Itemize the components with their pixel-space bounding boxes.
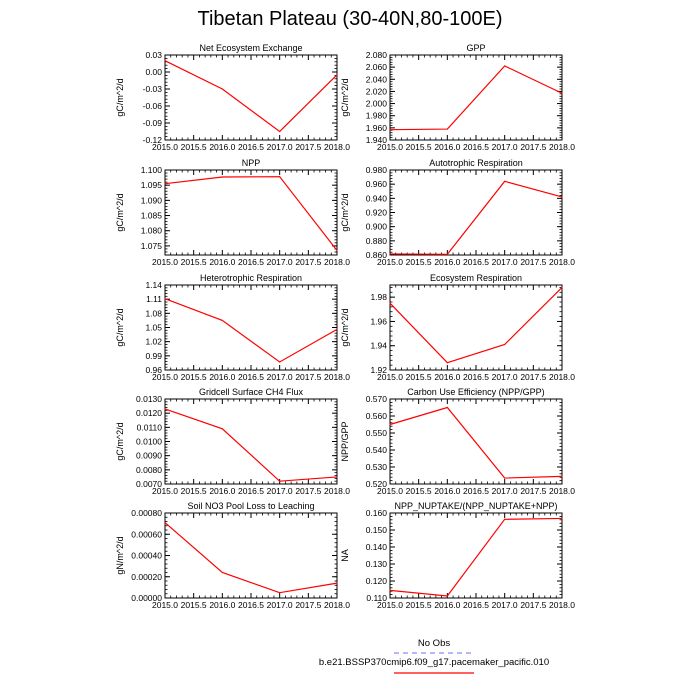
data-point bbox=[279, 592, 280, 593]
y-tick-label: 0.110 bbox=[366, 593, 387, 603]
y-tick-label: 0.00000 bbox=[131, 593, 162, 603]
y-tick-label: 1.08 bbox=[145, 308, 162, 319]
x-tick-label: 2016.0 bbox=[434, 486, 461, 496]
data-point bbox=[222, 572, 223, 573]
x-tick-label: 2016.5 bbox=[463, 257, 489, 267]
legend-label-no-obs: No Obs bbox=[417, 638, 451, 649]
y-tick-label: 0.860 bbox=[365, 250, 387, 260]
y-tick-label: -0.12 bbox=[142, 135, 162, 145]
panel-title: Heterotrophic Respiration bbox=[199, 273, 303, 283]
x-tick-label: 2017.5 bbox=[295, 486, 322, 496]
x-tick-label: 2018.0 bbox=[324, 600, 350, 610]
y-axis-label: gC/m^2/d bbox=[115, 193, 125, 232]
x-tick-label: 2015.0 bbox=[152, 600, 178, 610]
y-tick-label: 0.560 bbox=[365, 411, 387, 421]
x-tick-label: 2018.0 bbox=[549, 257, 575, 267]
plot-frame bbox=[165, 170, 337, 255]
x-tick-label: 2015.5 bbox=[405, 372, 432, 382]
series-line bbox=[390, 287, 562, 362]
plot-frame bbox=[390, 513, 562, 598]
y-tick-label: 1.100 bbox=[140, 165, 162, 175]
y-axis-label: gC/m^2/d bbox=[340, 78, 350, 117]
y-tick-label: 0.960 bbox=[365, 179, 387, 190]
x-tick-label: 2017.0 bbox=[491, 142, 518, 152]
panel-title: NPP_NUPTAKE/(NPP_NUPTAKE+NPP) bbox=[394, 501, 558, 511]
y-tick-label: 0.0120 bbox=[136, 408, 162, 419]
series-line bbox=[390, 408, 562, 479]
chart-panel-2 bbox=[340, 43, 575, 152]
plot-frame bbox=[165, 399, 337, 484]
x-tick-label: 2015.5 bbox=[405, 486, 432, 496]
x-tick-label: 2016.0 bbox=[434, 372, 461, 382]
data-point bbox=[447, 128, 448, 129]
y-tick-label: 0.530 bbox=[365, 462, 387, 472]
y-tick-label: 0.120 bbox=[365, 576, 387, 586]
y-tick-label: 0.0100 bbox=[136, 436, 162, 447]
data-point bbox=[222, 88, 223, 89]
x-tick-label: 2017.5 bbox=[520, 142, 547, 152]
x-tick-label: 2015.0 bbox=[377, 257, 403, 267]
y-tick-label: 2.020 bbox=[365, 86, 387, 97]
plot-frame bbox=[165, 285, 337, 370]
data-point bbox=[561, 287, 562, 288]
x-tick-label: 2017.5 bbox=[520, 372, 547, 382]
data-point bbox=[389, 129, 390, 130]
y-tick-label: 1.96 bbox=[370, 316, 387, 327]
panel-title: Soil NO3 Pool Loss to Leaching bbox=[187, 501, 315, 511]
chart-panel-8 bbox=[340, 387, 575, 496]
y-axis-label: NPP/GPP bbox=[340, 421, 350, 462]
data-point bbox=[336, 583, 337, 584]
panel-title: GPP bbox=[466, 43, 486, 53]
y-tick-label: 2.080 bbox=[365, 50, 387, 60]
y-axis-label: gC/m^2/d bbox=[115, 422, 125, 461]
x-tick-label: 2017.5 bbox=[295, 600, 322, 610]
y-tick-label: 1.090 bbox=[140, 195, 162, 206]
y-tick-label: 0.00040 bbox=[131, 550, 162, 561]
x-tick-label: 2017.5 bbox=[520, 257, 547, 267]
series-line bbox=[390, 518, 562, 596]
x-tick-label: 2016.5 bbox=[238, 257, 264, 267]
x-tick-label: 2018.0 bbox=[324, 372, 350, 382]
y-tick-label: 1.980 bbox=[365, 110, 387, 121]
panel-title: Gridcell Surface CH4 Flux bbox=[198, 387, 304, 397]
data-point bbox=[447, 595, 448, 596]
y-tick-label: -0.06 bbox=[142, 101, 162, 111]
y-tick-label: 2.000 bbox=[365, 98, 387, 109]
y-axis-label: gC/m^2/d bbox=[340, 308, 350, 347]
panel-title: Autotrophic Respiration bbox=[429, 158, 523, 168]
x-tick-label: 2018.0 bbox=[549, 372, 575, 382]
x-tick-label: 2017.0 bbox=[266, 372, 293, 382]
y-axis-label: gC/m^2/d bbox=[115, 78, 125, 117]
chart-panel-5 bbox=[115, 273, 350, 382]
data-point bbox=[389, 303, 390, 304]
y-tick-label: 0.130 bbox=[365, 559, 387, 569]
x-tick-label: 2015.5 bbox=[180, 142, 207, 152]
x-tick-label: 2017.0 bbox=[266, 486, 293, 496]
y-axis-label: gN/m^2/d bbox=[115, 536, 125, 575]
y-tick-label: 1.11 bbox=[146, 294, 162, 305]
x-tick-label: 2015.0 bbox=[152, 486, 178, 496]
x-tick-label: 2016.0 bbox=[434, 142, 461, 152]
x-tick-label: 2015.5 bbox=[405, 142, 432, 152]
chart-panel-9 bbox=[115, 501, 350, 610]
y-tick-label: 1.075 bbox=[140, 240, 162, 251]
panel-title: Ecosystem Respiration bbox=[429, 273, 523, 283]
y-tick-label: 0.150 bbox=[365, 525, 387, 535]
x-tick-label: 2018.0 bbox=[324, 486, 350, 496]
chart-panel-10 bbox=[340, 501, 575, 610]
y-axis-label: gC/m^2/d bbox=[115, 308, 125, 347]
data-point bbox=[336, 250, 337, 251]
panel-title: NPP bbox=[241, 158, 261, 168]
x-tick-label: 2015.5 bbox=[180, 372, 207, 382]
data-point bbox=[336, 476, 337, 477]
legend-label-run: b.e21.BSSP370cmip6.f09_g17.pacemaker_pacific.010 bbox=[318, 657, 550, 668]
y-tick-label: 0.520 bbox=[365, 479, 387, 489]
data-point bbox=[389, 424, 390, 425]
y-tick-label: 0.900 bbox=[365, 221, 387, 232]
plot-frame bbox=[390, 285, 562, 370]
x-tick-label: 2017.5 bbox=[295, 142, 322, 152]
x-tick-label: 2018.0 bbox=[324, 142, 350, 152]
x-tick-label: 2015.5 bbox=[180, 600, 207, 610]
x-tick-label: 2015.0 bbox=[377, 600, 403, 610]
x-tick-label: 2015.0 bbox=[377, 142, 403, 152]
data-point bbox=[222, 176, 223, 177]
y-axis-label: NA bbox=[340, 549, 350, 562]
y-tick-label: 1.02 bbox=[145, 336, 162, 347]
y-tick-label: -0.03 bbox=[142, 84, 162, 94]
panel-title: Net Ecosystem Exchange bbox=[199, 43, 303, 53]
y-tick-label: 1.94 bbox=[370, 340, 387, 351]
series-line bbox=[390, 181, 562, 254]
data-point bbox=[389, 590, 390, 591]
plot-frame bbox=[390, 170, 562, 255]
data-point bbox=[164, 183, 165, 184]
y-tick-label: 1.05 bbox=[145, 322, 162, 333]
data-point bbox=[447, 407, 448, 408]
x-tick-label: 2015.0 bbox=[152, 142, 178, 152]
y-tick-label: 0.540 bbox=[365, 445, 387, 455]
x-tick-label: 2016.0 bbox=[434, 257, 461, 267]
y-tick-label: 0.140 bbox=[365, 542, 387, 552]
y-tick-label: 1.940 bbox=[365, 135, 387, 145]
x-tick-label: 2016.5 bbox=[238, 600, 264, 610]
x-tick-label: 2017.5 bbox=[520, 600, 547, 610]
y-tick-label: 0.99 bbox=[145, 350, 162, 361]
chart-panel-7 bbox=[115, 387, 350, 496]
x-tick-label: 2015.5 bbox=[180, 257, 207, 267]
y-tick-label: 0.160 bbox=[365, 508, 387, 518]
x-tick-label: 2017.0 bbox=[491, 600, 518, 610]
x-tick-label: 2018.0 bbox=[549, 600, 575, 610]
data-point bbox=[504, 344, 505, 345]
y-tick-label: -0.09 bbox=[142, 118, 162, 128]
chart-panel-6 bbox=[340, 273, 575, 382]
y-axis-label: gC/m^2/d bbox=[340, 193, 350, 232]
x-tick-label: 2016.5 bbox=[238, 486, 264, 496]
legend bbox=[319, 638, 549, 673]
y-tick-label: 0.0110 bbox=[136, 422, 162, 433]
x-tick-label: 2015.0 bbox=[377, 372, 403, 382]
data-point bbox=[222, 320, 223, 321]
y-tick-label: 0.00 bbox=[145, 67, 162, 77]
y-tick-label: 1.98 bbox=[370, 292, 387, 303]
y-tick-label: 0.0130 bbox=[136, 394, 162, 404]
y-tick-label: 2.060 bbox=[365, 62, 387, 73]
plot-frame bbox=[165, 513, 337, 598]
chart-panel-4 bbox=[340, 158, 575, 267]
data-point bbox=[561, 196, 562, 197]
x-tick-label: 2017.5 bbox=[295, 257, 322, 267]
y-tick-label: 0.00060 bbox=[131, 529, 162, 540]
x-tick-label: 2017.0 bbox=[266, 600, 293, 610]
x-tick-label: 2015.5 bbox=[180, 486, 207, 496]
x-tick-label: 2016.0 bbox=[434, 600, 461, 610]
y-tick-label: 0.570 bbox=[365, 394, 387, 404]
y-tick-label: 0.00080 bbox=[131, 508, 162, 518]
y-tick-label: 0.0090 bbox=[136, 450, 162, 461]
data-point bbox=[389, 253, 390, 254]
series-line bbox=[390, 66, 562, 130]
series-line bbox=[165, 523, 337, 593]
data-point bbox=[164, 408, 165, 409]
data-point bbox=[504, 519, 505, 520]
x-tick-label: 2017.0 bbox=[491, 486, 518, 496]
chart-panel-1 bbox=[115, 43, 350, 152]
y-tick-label: 0.550 bbox=[365, 428, 387, 438]
data-point bbox=[504, 477, 505, 478]
x-tick-label: 2016.5 bbox=[463, 600, 489, 610]
chart-panel-3 bbox=[115, 158, 350, 267]
y-tick-label: 0.980 bbox=[365, 165, 387, 175]
y-tick-label: 0.03 bbox=[145, 50, 162, 60]
panel-title: Carbon Use Efficiency (NPP/GPP) bbox=[407, 387, 545, 397]
x-tick-label: 2016.5 bbox=[463, 142, 489, 152]
y-tick-label: 0.0070 bbox=[136, 479, 162, 489]
y-tick-label: 1.095 bbox=[140, 180, 162, 191]
data-point bbox=[336, 74, 337, 75]
x-tick-label: 2017.0 bbox=[266, 257, 293, 267]
x-tick-label: 2016.5 bbox=[463, 486, 489, 496]
x-tick-label: 2015.0 bbox=[377, 486, 403, 496]
data-point bbox=[279, 131, 280, 132]
x-tick-label: 2015.5 bbox=[405, 600, 432, 610]
data-point bbox=[279, 481, 280, 482]
y-tick-label: 0.0080 bbox=[136, 464, 162, 475]
series-line bbox=[165, 299, 337, 362]
x-tick-label: 2018.0 bbox=[324, 257, 350, 267]
y-tick-label: 2.040 bbox=[365, 74, 387, 85]
series-line bbox=[165, 61, 337, 132]
x-tick-label: 2015.0 bbox=[152, 257, 178, 267]
x-tick-label: 2016.5 bbox=[238, 142, 264, 152]
y-tick-label: 0.96 bbox=[145, 365, 162, 375]
x-tick-label: 2016.0 bbox=[209, 142, 236, 152]
plot-frame bbox=[165, 55, 337, 140]
x-tick-label: 2016.5 bbox=[463, 372, 489, 382]
x-tick-label: 2018.0 bbox=[549, 486, 575, 496]
x-tick-label: 2017.5 bbox=[520, 486, 547, 496]
x-tick-label: 2015.0 bbox=[152, 372, 178, 382]
y-tick-label: 1.960 bbox=[365, 122, 387, 133]
y-tick-label: 0.940 bbox=[365, 193, 387, 204]
data-point bbox=[164, 60, 165, 61]
x-tick-label: 2016.5 bbox=[238, 372, 264, 382]
x-tick-label: 2016.0 bbox=[209, 372, 236, 382]
plot-frame bbox=[390, 399, 562, 484]
data-point bbox=[336, 329, 337, 330]
data-point bbox=[561, 518, 562, 519]
series-line bbox=[165, 409, 337, 481]
x-tick-label: 2016.0 bbox=[209, 486, 236, 496]
figure-title: Tibetan Plateau (30-40N,80-100E) bbox=[197, 8, 503, 30]
data-point bbox=[222, 428, 223, 429]
x-tick-label: 2016.0 bbox=[209, 257, 236, 267]
y-tick-label: 1.14 bbox=[145, 280, 162, 290]
data-point bbox=[447, 254, 448, 255]
data-point bbox=[561, 93, 562, 94]
y-tick-label: 1.92 bbox=[370, 365, 387, 375]
y-tick-label: 0.920 bbox=[365, 207, 387, 218]
x-tick-label: 2017.5 bbox=[295, 372, 322, 382]
data-point bbox=[561, 476, 562, 477]
series-line bbox=[165, 177, 337, 251]
data-point bbox=[164, 522, 165, 523]
y-tick-label: 0.00020 bbox=[131, 571, 162, 582]
x-tick-label: 2017.0 bbox=[491, 257, 518, 267]
data-point bbox=[504, 65, 505, 66]
y-tick-label: 0.880 bbox=[365, 235, 387, 246]
data-point bbox=[164, 298, 165, 299]
x-tick-label: 2015.5 bbox=[405, 257, 432, 267]
x-tick-label: 2018.0 bbox=[549, 142, 575, 152]
y-tick-label: 1.080 bbox=[140, 225, 162, 236]
y-tick-label: 1.085 bbox=[140, 210, 162, 221]
x-tick-label: 2017.0 bbox=[491, 372, 518, 382]
data-point bbox=[504, 181, 505, 182]
x-tick-label: 2016.0 bbox=[209, 600, 236, 610]
data-point bbox=[279, 176, 280, 177]
data-point bbox=[279, 361, 280, 362]
data-point bbox=[447, 362, 448, 363]
x-tick-label: 2017.0 bbox=[266, 142, 293, 152]
